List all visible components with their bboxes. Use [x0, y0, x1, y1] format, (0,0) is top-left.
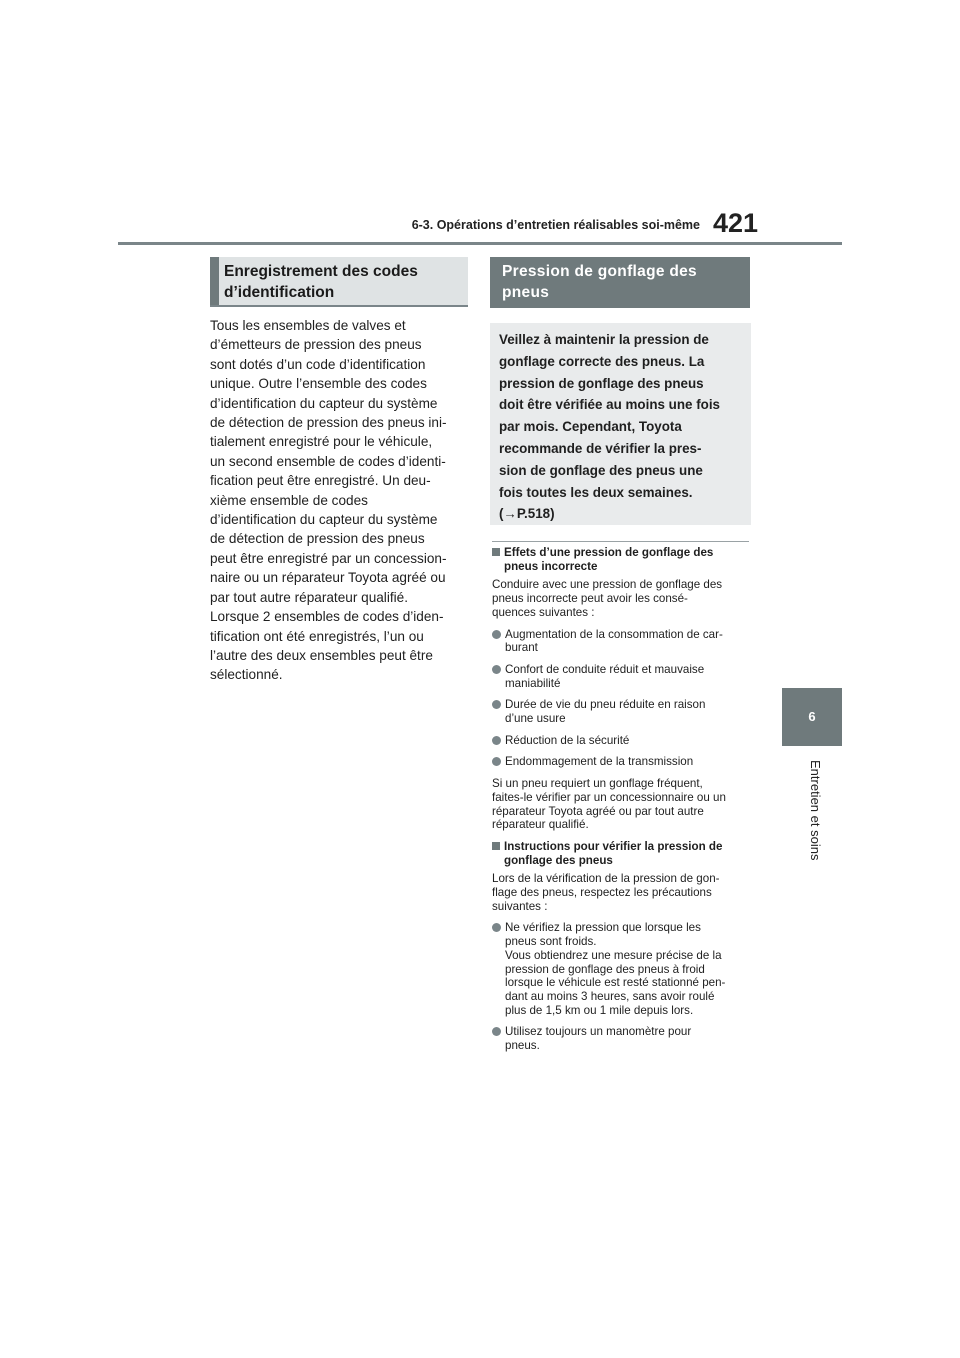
text-line: pneus sont froids. [505, 935, 597, 949]
body-line: Lorsque 2 ensembles de codes d’iden- [210, 609, 444, 625]
heading-line: Pression de gonflage des [502, 263, 697, 280]
subheading-line: gonflage des pneus [504, 853, 613, 867]
text-line: réparateur qualifié. [492, 818, 589, 832]
tire-pressure-details [492, 546, 754, 1061]
text-line: faites-le vérifier par un concessionnaire ou un [492, 790, 726, 804]
header-rule [118, 242, 842, 245]
info-line: fois toutes les deux semaines. [499, 484, 693, 500]
body-line: unique. Outre l’ensemble des codes [210, 376, 427, 392]
text-line: pression de gonflage des pneus à froid [505, 962, 705, 976]
body-line: d’identification du capteur du système [210, 395, 438, 411]
page-number: 421 [713, 208, 759, 238]
circle-bullet-icon [492, 630, 501, 639]
list-item [492, 663, 754, 690]
info-line: gonflage correcte des pneus. La [499, 353, 705, 369]
body-line: peut être enregistré par un concession- [210, 550, 447, 566]
circle-bullet-icon [492, 665, 501, 674]
square-bullet-icon [492, 842, 500, 850]
body-line: naire ou un réparateur Toyota agréé ou [210, 570, 446, 586]
paragraph [492, 578, 754, 619]
section-heading-tire-pressure [490, 257, 750, 308]
text-line: Confort de conduite réduit et mauvaise [505, 662, 705, 676]
text-line: lorsque le véhicule est resté stationné pen- [505, 976, 726, 990]
text-line: d’une usure [505, 712, 566, 726]
subheading-check-instructions [492, 840, 754, 867]
text-line: Vous obtiendrez une mesure précise de la [505, 948, 722, 962]
info-line: recommande de vérifier la pres- [499, 440, 702, 456]
page-reference-link[interactable]: (→P.518) [499, 506, 555, 522]
text-line: pneus incorrecte peut avoir les consé- [492, 592, 688, 606]
body-line: de détection de pression des pneus [210, 531, 425, 547]
heading-line: d’identification [224, 284, 335, 301]
text-line: quences suivantes : [492, 605, 595, 619]
text-line: maniabilité [505, 676, 561, 690]
info-line: doit être vérifiée au moins une fois [499, 397, 720, 413]
body-line: d’émetteurs de pression des pneus [210, 337, 422, 353]
section-heading-text [224, 261, 418, 303]
heading-line: Enregistrement des codes [224, 263, 418, 280]
info-line: sion de gonflage des pneus une [499, 462, 703, 478]
circle-bullet-icon [492, 1027, 501, 1036]
text-line: Réduction de la sécurité [505, 733, 630, 747]
text-line: Endommagement de la transmission [505, 755, 694, 769]
body-line: sélectionné. [210, 667, 283, 683]
tire-pressure-info-box [490, 323, 751, 525]
list-item [492, 921, 754, 1017]
info-line: Veillez à maintenir la pression de [499, 332, 709, 347]
body-line: tification ont été enregistrés, l’un ou [210, 628, 424, 644]
square-bullet-icon [492, 548, 500, 556]
body-line: l’autre des deux ensembles peut être [210, 647, 433, 663]
text-line: plus de 1,5 km ou 1 mile depuis lors. [505, 1003, 694, 1017]
chapter-label: Entretien et soins [808, 760, 823, 861]
subheading-line: Instructions pour vérifier la pression de [504, 839, 723, 853]
list-item [492, 755, 754, 769]
paragraph [492, 777, 754, 832]
chapter-tab: 6 [782, 688, 842, 746]
info-line: par mois. Cependant, Toyota [499, 419, 682, 435]
body-line: fication peut être enregistré. Un deu- [210, 473, 431, 489]
section-heading-text [502, 261, 697, 303]
body-line: un second ensemble de codes d’identi- [210, 453, 446, 469]
subheading-line: pneus incorrecte [504, 559, 598, 573]
text-line: Lors de la vérification de la pression de gon- [492, 872, 720, 886]
body-line: de détection de pression des pneus ini- [210, 415, 447, 431]
text-line: flage des pneus, respectez les précautions [492, 886, 712, 900]
body-line: d’identification du capteur du système [210, 512, 438, 528]
text-line: suivantes : [492, 899, 548, 913]
list-item [492, 698, 754, 725]
text-line: pneus. [505, 1039, 540, 1053]
text-line: réparateur Toyota agréé ou par tout autre [492, 804, 704, 818]
text-line: Augmentation de la consommation de car- [505, 627, 723, 641]
circle-bullet-icon [492, 736, 501, 745]
section-divider [492, 541, 749, 542]
list-item [492, 1025, 754, 1052]
circle-bullet-icon [492, 757, 501, 766]
text-line: Conduire avec une pression de gonflage des [492, 578, 723, 592]
running-header-title: 6-3. Opérations d’entretien réalisables soi-même [411, 218, 700, 232]
heading-line: pneus [502, 284, 550, 301]
identification-codes-body [210, 316, 472, 685]
circle-bullet-icon [492, 700, 501, 709]
text-line: dant au moins 3 heures, sans avoir roulé [505, 989, 715, 1003]
text-line: Ne vérifiez la pression que lorsque les [505, 921, 701, 935]
subheading-line: Effets d’une pression de gonflage des [504, 546, 714, 559]
body-line: sont dotés d’un code d’identification [210, 356, 426, 372]
body-line: Tous les ensembles de valves et [210, 318, 406, 333]
text-line: Si un pneu requiert un gonflage fréquent, [492, 777, 703, 791]
circle-bullet-icon [492, 923, 501, 932]
list-item [492, 734, 754, 748]
text-line: Utilisez toujours un manomètre pour [505, 1025, 692, 1039]
text-line: Durée de vie du pneu réduite en raison [505, 698, 706, 712]
info-line: pression de gonflage des pneus [499, 375, 704, 391]
body-line: xième ensemble de codes [210, 492, 368, 508]
text-line: burant [505, 641, 538, 655]
subheading-incorrect-pressure-effects [492, 546, 754, 573]
body-line: tialement enregistré pour le véhicule, [210, 434, 433, 450]
body-line: par tout autre réparateur qualifié. [210, 589, 408, 605]
heading-accent-bar [210, 257, 219, 305]
paragraph [492, 872, 754, 913]
list-item [492, 628, 754, 655]
section-heading-identification-codes [210, 257, 468, 307]
